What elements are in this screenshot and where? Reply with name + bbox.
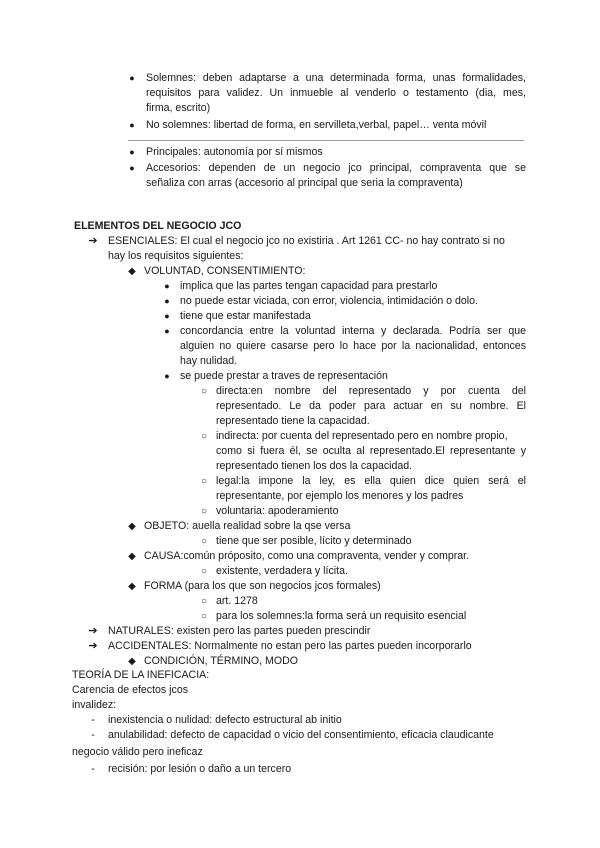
carencia-text: Carencia de efectos jcos <box>72 684 189 696</box>
circle-bullet-icon: ○ <box>200 431 208 442</box>
objeto-title: OBJETO: auella realidad sobre la qse versa <box>144 520 351 532</box>
directa-line-1: directa:en nombre del representado y por cuenta del <box>216 385 526 397</box>
arrow-icon: ➔ <box>88 640 98 652</box>
valido-text: negocio válido pero ineficaz <box>72 746 203 758</box>
horizontal-divider <box>128 140 524 141</box>
voluntad-bullet-4-line-1: concordancia entre la voluntad interna y declarada. Podría ser que <box>180 325 526 337</box>
objeto-sub: tiene que ser posible, lícito y determinado <box>216 535 412 547</box>
voluntad-bullet-4-line-2: alguien no quiere casarse pero lo hace por la nacionalidad, entonces <box>180 340 526 352</box>
legal-line-1: legal:la impone la ley, es ella quien dice quien será el <box>216 475 526 487</box>
circle-bullet-icon: ○ <box>200 476 208 487</box>
bullet-icon: ● <box>129 163 135 173</box>
directa-line-2: representado. Le da poder para actuar en su nombre. El <box>216 400 526 412</box>
bullet-icon: ● <box>129 73 135 83</box>
diamond-icon: ◆ <box>128 521 136 532</box>
causa-title: CAUSA:común próposito, como una compraventa, vender y comprar. <box>144 550 470 562</box>
esenciales-line-1: ESENCIALES: El cual el negocio jco no existiria . Art 1261 CC- no hay contrato si no <box>108 235 505 247</box>
indirecta-line-3: representado tienen los dos la capacidad. <box>216 460 413 472</box>
bullet-icon: ● <box>164 296 170 306</box>
bullet-icon: ● <box>129 147 135 157</box>
dash-icon: - <box>91 714 95 726</box>
forma-title: FORMA (para los que son negocios jcos formales) <box>144 580 381 592</box>
condicion-item: CONDICIÓN, TÉRMINO, MODO <box>144 655 299 667</box>
dash-icon: - <box>91 729 95 741</box>
inexistencia-item: inexistencia o nulidad: defecto estructural ab initio <box>108 714 342 726</box>
bullet-icon: ● <box>164 311 170 321</box>
voluntaria-item: voluntaria: apoderamiento <box>216 505 339 517</box>
circle-bullet-icon: ○ <box>200 386 208 397</box>
voluntad-title: VOLUNTAD, CONSENTIMIENTO: <box>144 265 306 277</box>
circle-bullet-icon: ○ <box>200 506 208 517</box>
forma-sub-1: art. 1278 <box>216 595 258 607</box>
circle-bullet-icon: ○ <box>200 536 208 547</box>
arrow-icon: ➔ <box>88 235 98 247</box>
voluntad-bullet-5: se puede prestar a traves de representación <box>180 370 388 382</box>
solemnes-line-3: firma, escrito) <box>146 102 211 114</box>
indirecta-line-2: como si fuera él, se oculta al representado.El representante y <box>216 445 526 457</box>
bullet-icon: ● <box>164 371 170 381</box>
esenciales-line-2: hay los requisitos siguientes: <box>108 250 244 262</box>
no-solemnes-item: No solemnes: libertad de forma, en servilleta,verbal, papel… venta móvil <box>146 119 487 131</box>
diamond-icon: ◆ <box>128 656 136 667</box>
dash-icon: - <box>91 763 95 775</box>
bullet-icon: ● <box>164 281 170 291</box>
diamond-icon: ◆ <box>128 266 136 277</box>
solemnes-line-2: requisitos para validez. Un inmueble al venderlo o testamento (dia, mes, <box>146 87 526 99</box>
invalidez-text: invalidez: <box>72 699 117 711</box>
principales-item: Principales: autonomía por sí mismos <box>146 146 323 158</box>
accidentales-item: ACCIDENTALES: Normalmente no estan pero las partes pueden incorporarlo <box>108 640 472 652</box>
voluntad-bullet-2: no puede estar viciada, con error, violencia, intimidación o dolo. <box>180 295 478 307</box>
naturales-item: NATURALES: existen pero las partes pueden prescindir <box>108 625 371 637</box>
directa-line-3: representado tiene la capacidad. <box>216 415 370 427</box>
forma-sub-2: para los solemnes:la forma será un requisito esencial <box>216 610 467 622</box>
bullet-icon: ● <box>129 120 135 130</box>
circle-bullet-icon: ○ <box>200 611 208 622</box>
causa-sub: existente, verdadera y lícita. <box>216 565 348 577</box>
diamond-icon: ◆ <box>128 551 136 562</box>
solemnes-line-1: Solemnes: deben adaptarse a una determinada forma, unas formalidades, <box>146 72 526 84</box>
voluntad-bullet-4-line-3: hay nulidad. <box>180 355 238 367</box>
accesorios-line-2: señaliza con arras (accesorio al principal que seria la compraventa) <box>146 177 463 189</box>
indirecta-line-1: indirecta: por cuenta del representado pero en nombre propio, <box>216 430 508 442</box>
anulabilidad-item: anulabilidad: defecto de capacidad o vicio del consentimiento, eficacia claudicante <box>108 729 494 741</box>
accesorios-line-1: Accesorios: dependen de un negocio jco principal, compraventa que se <box>146 162 526 174</box>
voluntad-bullet-1: implica que las partes tengan capacidad para prestarlo <box>180 280 438 292</box>
voluntad-bullet-3: tiene que estar manifestada <box>180 310 311 322</box>
ineficacia-heading: TEORÍA DE LA INEFICACIA: <box>72 669 210 681</box>
bullet-icon: ● <box>164 326 170 336</box>
diamond-icon: ◆ <box>128 581 136 592</box>
legal-line-2: representante, por ejemplo los menores y los padres <box>216 490 464 502</box>
rescision-item: recisión: por lesión o daño a un tercero <box>108 763 292 775</box>
circle-bullet-icon: ○ <box>200 596 208 607</box>
arrow-icon: ➔ <box>88 625 98 637</box>
circle-bullet-icon: ○ <box>200 566 208 577</box>
elementos-heading: ELEMENTOS DEL NEGOCIO JCO <box>74 220 242 232</box>
